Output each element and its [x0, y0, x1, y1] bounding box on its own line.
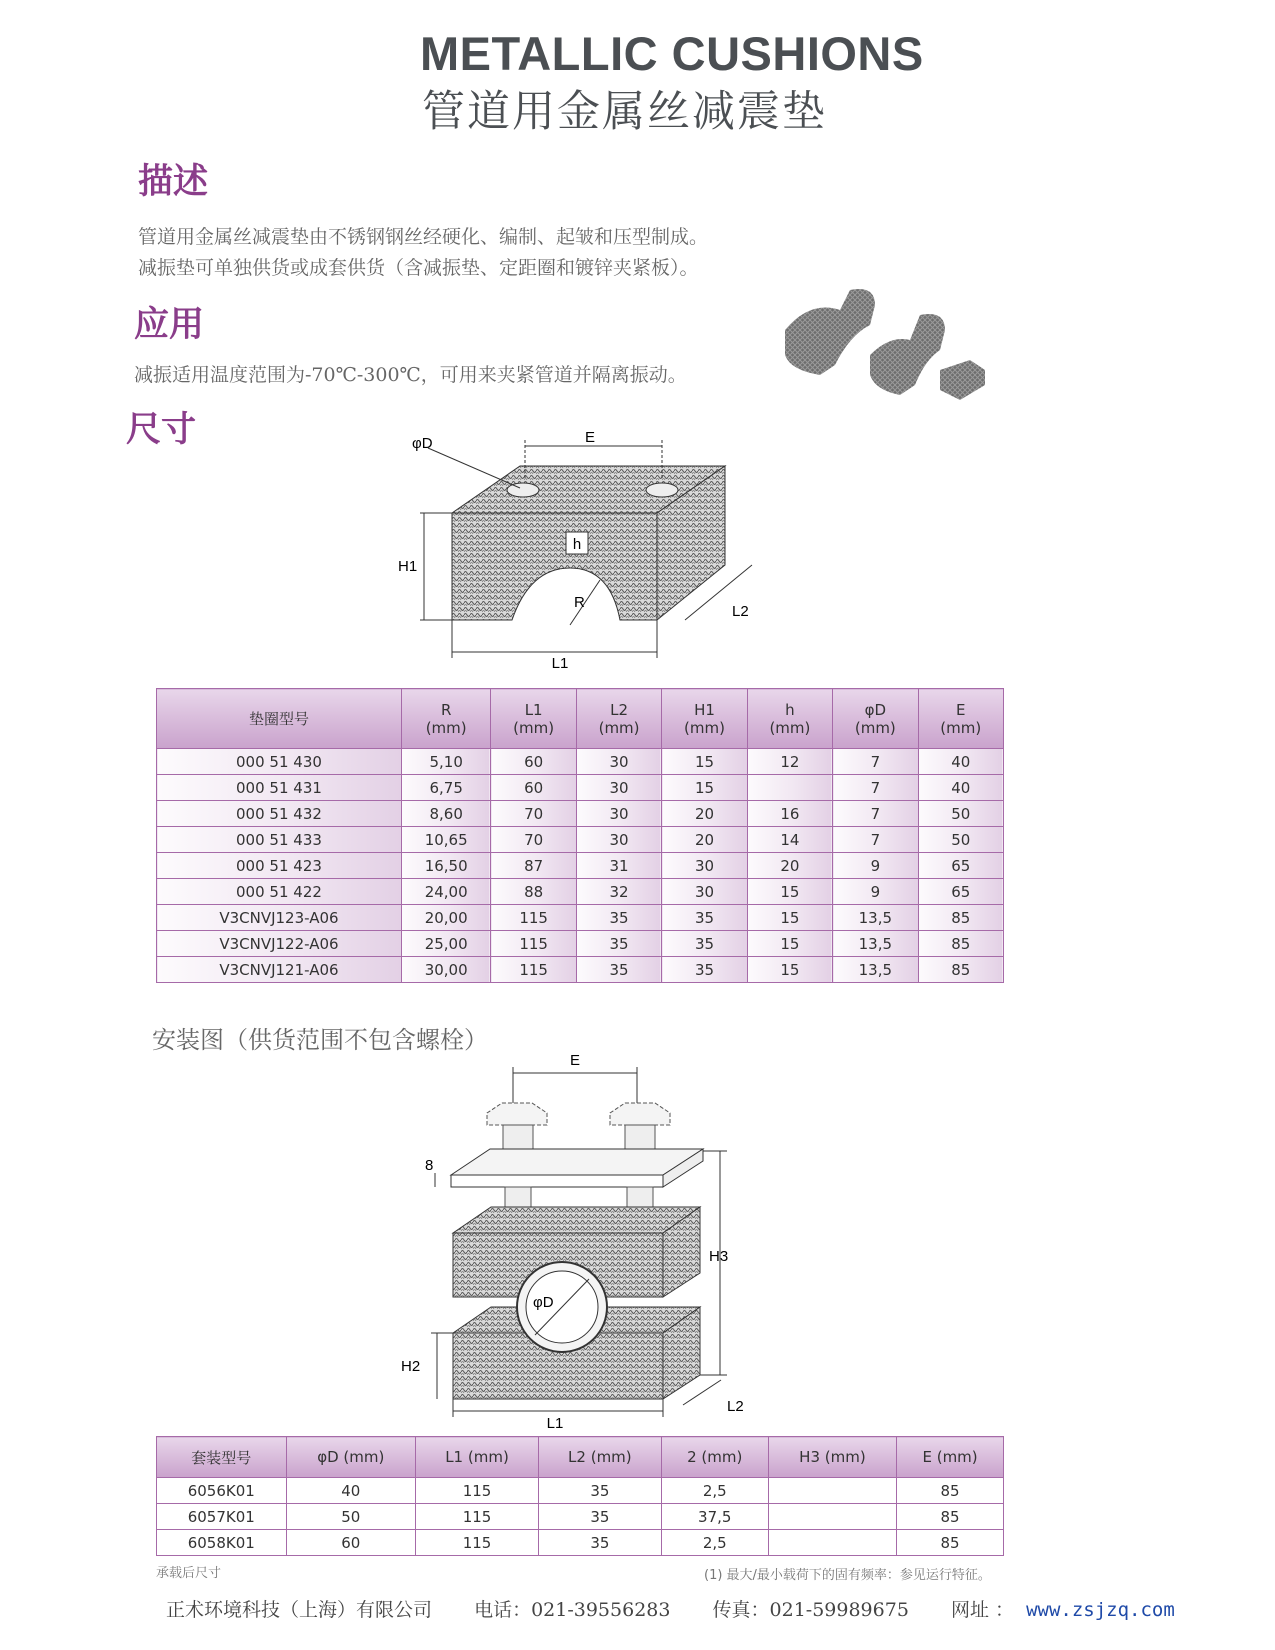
description-heading: 描述 — [138, 162, 209, 202]
cushion-table-cell: 7 — [833, 827, 918, 853]
description-line-1: 管道用金属丝减震垫由不锈钢钢丝经硬化、编制、起皱和压型制成。 — [138, 226, 709, 248]
cushion-table-row — [157, 957, 1004, 983]
cushion-table-cell: 13,5 — [833, 957, 918, 983]
cushion-table-cell: 35 — [662, 931, 747, 957]
kit-table-cell: 6057K01 — [157, 1504, 287, 1530]
kit-table-row — [157, 1530, 1004, 1556]
cushion-table-cell: 115 — [491, 957, 576, 983]
cushion-table-cell: 13,5 — [833, 905, 918, 931]
cushion-table-cell: 15 — [662, 749, 747, 775]
kit-table-cell: 85 — [897, 1478, 1004, 1504]
col-header-h: h (mm) — [747, 689, 832, 749]
kit-table-cell — [768, 1478, 896, 1504]
cushion-table-cell: 15 — [747, 879, 832, 905]
cushion-table-cell: 20 — [662, 827, 747, 853]
col-header-l2: L2 (mm) — [576, 689, 661, 749]
cushion-table-cell: 65 — [918, 853, 1003, 879]
dim-l1-label: L1 — [551, 655, 569, 672]
cushion-table-cell: 60 — [491, 775, 576, 801]
kit-col-header-model: 套装型号 — [157, 1437, 287, 1478]
footer-fax: 传真：021-59989675 — [712, 1599, 909, 1621]
cushion-table-cell: 15 — [662, 775, 747, 801]
cushion-table-cell — [747, 775, 832, 801]
cushion-table-cell: 40 — [918, 775, 1003, 801]
kit-table-row — [157, 1478, 1004, 1504]
kit-table-cell: 35 — [538, 1530, 661, 1556]
kit-col-header-2: 2 (mm) — [661, 1437, 768, 1478]
cushion-table-cell: 87 — [491, 853, 576, 879]
kit-table-cell — [768, 1530, 896, 1556]
col-header-h1: H1 (mm) — [662, 689, 747, 749]
kit-table-cell: 50 — [286, 1504, 416, 1530]
kit-table-cell: 37,5 — [661, 1504, 768, 1530]
kit-table-cell: 6058K01 — [157, 1530, 287, 1556]
cushion-table-cell: 30 — [576, 801, 661, 827]
dim-l2-label: L2 — [732, 603, 749, 620]
dim-phi-d-label: φD — [412, 435, 433, 452]
cushion-table-cell: 85 — [918, 957, 1003, 983]
cushion-table-cell: 12 — [747, 749, 832, 775]
cushion-table-row — [157, 775, 1004, 801]
kit-table-cell: 2,5 — [661, 1530, 768, 1556]
cushion-table-cell: 000 51 433 — [157, 827, 402, 853]
kit-table-cell — [768, 1504, 896, 1530]
cushion-table-row — [157, 879, 1004, 905]
dim-l2-label-2: L2 — [727, 1398, 744, 1415]
cushion-table-cell: 15 — [747, 931, 832, 957]
cushion-table-cell: 13,5 — [833, 931, 918, 957]
footer-phone: 电话：021-39556283 — [474, 1599, 671, 1621]
cushion-table-cell: 30 — [662, 853, 747, 879]
cushion-table-cell: 30 — [576, 749, 661, 775]
kit-table-cell: 6056K01 — [157, 1478, 287, 1504]
cushion-table-cell: V3CNVJ121-A06 — [157, 957, 402, 983]
col-header-model: 垫圈型号 — [157, 689, 402, 749]
cushion-table-cell: 7 — [833, 749, 918, 775]
cushion-table-cell: 24,00 — [401, 879, 491, 905]
kit-table-row — [157, 1504, 1004, 1530]
cushion-table-cell: 000 51 422 — [157, 879, 402, 905]
col-header-l1: L1 (mm) — [491, 689, 576, 749]
cushion-table-cell: 5,10 — [401, 749, 491, 775]
kit-col-header-h3: H3 (mm) — [768, 1437, 896, 1478]
kit-table-cell: 35 — [538, 1504, 661, 1530]
cushion-dimension-diagram — [380, 420, 780, 675]
note-left: 承载后尺寸 — [156, 1566, 222, 1581]
dim-e-label: E — [584, 429, 596, 446]
cushion-table-cell: 88 — [491, 879, 576, 905]
page-subtitle: 管道用金属丝减震垫 — [422, 87, 827, 137]
cushion-table-cell: 000 51 432 — [157, 801, 402, 827]
cushion-table-cell: 20,00 — [401, 905, 491, 931]
cushion-table-cell: 115 — [491, 905, 576, 931]
kit-col-header-e: E (mm) — [897, 1437, 1004, 1478]
cushion-table-cell: 85 — [918, 931, 1003, 957]
cushion-table-cell: 115 — [491, 931, 576, 957]
cushion-table-cell: V3CNVJ123-A06 — [157, 905, 402, 931]
kit-table-cell: 115 — [416, 1478, 539, 1504]
page-title: METALLIC CUSHIONS — [420, 27, 924, 80]
col-header-phi-d: φD (mm) — [833, 689, 918, 749]
footer-company: 正术环境科技（上海）有限公司 — [166, 1599, 433, 1621]
cushion-table-cell: 35 — [576, 905, 661, 931]
cushion-table-cell: 20 — [747, 853, 832, 879]
kit-col-header-l1: L1 (mm) — [416, 1437, 539, 1478]
cushion-table-cell: 000 51 430 — [157, 749, 402, 775]
cushion-table-row — [157, 905, 1004, 931]
description-line-2: 减振垫可单独供货或成套供货（含减振垫、定距圈和镀锌夹紧板）。 — [138, 257, 699, 279]
product-photo — [780, 285, 1010, 415]
kit-col-header-phi-d: φD (mm) — [286, 1437, 416, 1478]
cushion-table-cell: 16 — [747, 801, 832, 827]
kit-table-cell: 35 — [538, 1478, 661, 1504]
kit-table-cell: 85 — [897, 1504, 1004, 1530]
kit-table-cell: 115 — [416, 1530, 539, 1556]
cushion-table-cell: 9 — [833, 853, 918, 879]
application-heading: 应用 — [134, 305, 205, 345]
kit-table-cell: 40 — [286, 1478, 416, 1504]
cushion-table-cell: 000 51 423 — [157, 853, 402, 879]
cushion-table-cell: 30,00 — [401, 957, 491, 983]
dim-h-label: h — [572, 536, 582, 553]
cushion-table-cell: 35 — [662, 905, 747, 931]
cushion-spec-table — [156, 688, 1004, 983]
cushion-table-cell: 30 — [576, 775, 661, 801]
cushion-table-cell: 35 — [576, 957, 661, 983]
install-caption: 安装图（供货范围不包含螺栓） — [152, 1026, 488, 1054]
cushion-table-cell: 14 — [747, 827, 832, 853]
dim-h3-label: H3 — [709, 1248, 729, 1265]
cushion-table-cell: 20 — [662, 801, 747, 827]
cushion-table-cell: 15 — [747, 905, 832, 931]
kit-table-cell: 60 — [286, 1530, 416, 1556]
dim-phi-d-label-2: φD — [533, 1294, 554, 1311]
dim-e-label-2: E — [569, 1052, 581, 1069]
cushion-table-cell: 6,75 — [401, 775, 491, 801]
dim-l1-label-2: L1 — [546, 1415, 564, 1430]
cushion-table-cell: 50 — [918, 801, 1003, 827]
dim-8-label: 8 — [425, 1157, 434, 1174]
cushion-table-row — [157, 853, 1004, 879]
dim-h2-label: H2 — [401, 1358, 421, 1375]
cushion-table-row — [157, 801, 1004, 827]
cushion-table-cell: 10,65 — [401, 827, 491, 853]
installation-diagram — [395, 1045, 775, 1430]
cushion-table-cell: 16,50 — [401, 853, 491, 879]
cushion-table-cell: 15 — [747, 957, 832, 983]
cushion-table-row — [157, 827, 1004, 853]
cushion-table-cell: 35 — [576, 931, 661, 957]
dimensions-heading: 尺寸 — [126, 410, 197, 450]
cushion-table-cell: 85 — [918, 905, 1003, 931]
cushion-table-cell: 70 — [491, 801, 576, 827]
footer — [166, 1595, 1211, 1622]
cushion-table-row — [157, 749, 1004, 775]
kit-spec-table — [156, 1436, 1004, 1556]
dim-h1-label: H1 — [398, 558, 418, 575]
cushion-table-cell: 60 — [491, 749, 576, 775]
col-header-r: R (mm) — [401, 689, 491, 749]
cushion-table-cell: 40 — [918, 749, 1003, 775]
cushion-table-cell: 7 — [833, 801, 918, 827]
cushion-table-cell: 30 — [576, 827, 661, 853]
cushion-table-cell: 31 — [576, 853, 661, 879]
footer-site-link[interactable]: www.zsjzq.com — [1026, 1599, 1175, 1621]
cushion-table-cell: 70 — [491, 827, 576, 853]
cushion-table-cell: 50 — [918, 827, 1003, 853]
application-text: 减振适用温度范围为-70℃-300℃，可用来夹紧管道并隔离振动。 — [134, 364, 687, 386]
kit-col-header-l2: L2 (mm) — [538, 1437, 661, 1478]
kit-table-cell: 115 — [416, 1504, 539, 1530]
kit-table-cell: 2,5 — [661, 1478, 768, 1504]
cushion-table-cell: 30 — [662, 879, 747, 905]
col-header-e: E (mm) — [918, 689, 1003, 749]
dim-r-label: R — [574, 594, 585, 611]
cushion-table-cell: 000 51 431 — [157, 775, 402, 801]
cushion-table-cell: V3CNVJ122-A06 — [157, 931, 402, 957]
cushion-table-cell: 65 — [918, 879, 1003, 905]
cushion-table-cell: 8,60 — [401, 801, 491, 827]
cushion-table-cell: 32 — [576, 879, 661, 905]
note-right: (1) 最大/最小载荷下的固有频率：参见运行特征。 — [704, 1568, 991, 1583]
cushion-table-cell: 25,00 — [401, 931, 491, 957]
cushion-table-cell: 7 — [833, 775, 918, 801]
cushion-table-cell: 35 — [662, 957, 747, 983]
footer-site-label: 网址 ： — [950, 1599, 1015, 1621]
kit-table-cell: 85 — [897, 1530, 1004, 1556]
cushion-table-row — [157, 931, 1004, 957]
cushion-table-cell: 9 — [833, 879, 918, 905]
